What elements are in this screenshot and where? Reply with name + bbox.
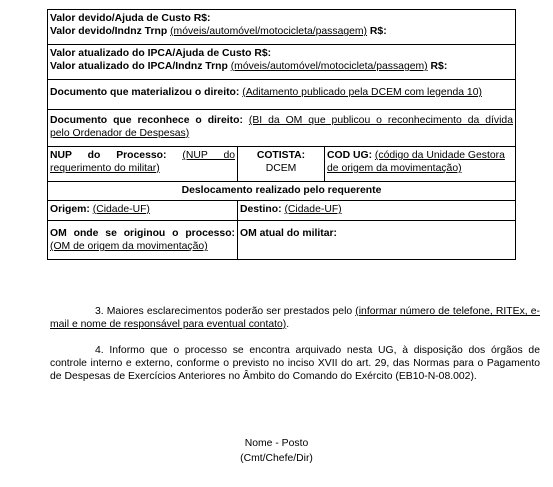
row-deslocamento-heading	[48, 182, 516, 201]
valor-atualizado-ajuda-label: Valor atualizado do IPCA/Ajuda de Custo R$:	[50, 48, 272, 59]
paragraph-4-text: 4. Informo que o processo se encontra arquivado nesta UG, à disposição dos órgãos de controle interno e externo, conforme o previsto no inciso XVII do art. 29, das Normas para o Pagamento de Despesas de Exercícios Anteriores no Âmbito do Comando do Exército (EB10-N-08.002).	[50, 345, 540, 382]
nup-placeholder-l2: requerimento do militar)	[50, 163, 160, 174]
row-nup-cotista-codug	[48, 147, 516, 182]
nup-placeholder-l1: (NUP do	[182, 150, 236, 161]
row-documento-reconhece	[48, 110, 516, 147]
valor-devido-ajuda-label: Valor devido/Ajuda de Custo R$:	[50, 13, 211, 24]
deslocamento-heading: Deslocamento realizado pelo requerente	[181, 185, 382, 196]
row-valor-atualizado	[48, 45, 516, 80]
row-valor-devido	[48, 10, 516, 45]
destino-label: Destino:	[240, 204, 282, 215]
doc-reconhece-label: Documento que reconhece o direito:	[50, 115, 243, 126]
doc-reconhece-placeholder-l2: pelo Ordenador de Despesas)	[50, 128, 190, 139]
nup-label: NUP do Processo:	[50, 150, 167, 161]
codug-placeholder-l2: de origem da movimentação)	[327, 163, 462, 174]
cotista-value: DCEM	[265, 163, 297, 174]
paragraph-4	[50, 344, 540, 383]
om-origem-placeholder: (OM de origem da movimentação)	[50, 241, 208, 252]
valor-devido-indnz-label: Valor devido/Indnz Trnp	[50, 26, 168, 37]
doc-materializou-placeholder: (Aditamento publicado pela DCEM com legenda 10)	[242, 87, 482, 98]
om-origem-label: OM onde se originou o processo:	[50, 228, 235, 239]
cotista-label: COTISTA:	[256, 150, 306, 161]
doc-reconhece-placeholder-l1: (BI da OM que publicou o reconhecimento da dívida	[248, 115, 513, 126]
paragraph-3-end: .	[286, 319, 290, 330]
destino-placeholder: (Cidade-UF)	[284, 204, 342, 215]
signature-name: Nome - Posto	[244, 438, 309, 449]
valor-devido-indnz-currency: R$:	[369, 26, 387, 37]
valor-atualizado-indnz-placeholder: (móveis/automóvel/motocicleta/passagem)	[230, 61, 428, 72]
origem-placeholder: (Cidade-UF)	[92, 204, 150, 215]
form-table	[47, 9, 516, 260]
om-atual-label: OM atual do militar:	[240, 228, 337, 239]
valor-devido-indnz-placeholder: (móveis/automóvel/motocicleta/passagem)	[170, 26, 368, 37]
codug-label: COD UG:	[327, 150, 373, 161]
paragraph-3-placeholder: (informar número de telefone, RITEx, e-mail e nome de responsável para eventual contato)	[50, 306, 540, 330]
valor-atualizado-indnz-currency: R$:	[430, 61, 448, 72]
signature-role: (Cmt/Chefe/Dir)	[240, 453, 313, 464]
paragraph-3	[50, 305, 540, 331]
paragraph-3-text: 3. Maiores esclarecimentos poderão ser prestados pelo	[95, 306, 353, 317]
origem-label: Origem:	[50, 204, 90, 215]
row-origem-destino	[48, 201, 516, 221]
doc-materializou-label: Documento que materializou o direito:	[50, 87, 240, 98]
valor-atualizado-indnz-label: Valor atualizado do IPCA/Indnz Trnp	[50, 61, 228, 72]
row-om	[48, 221, 516, 260]
codug-placeholder-l1: (código da Unidade Gestora	[374, 150, 505, 161]
row-documento-materializou	[48, 80, 516, 110]
